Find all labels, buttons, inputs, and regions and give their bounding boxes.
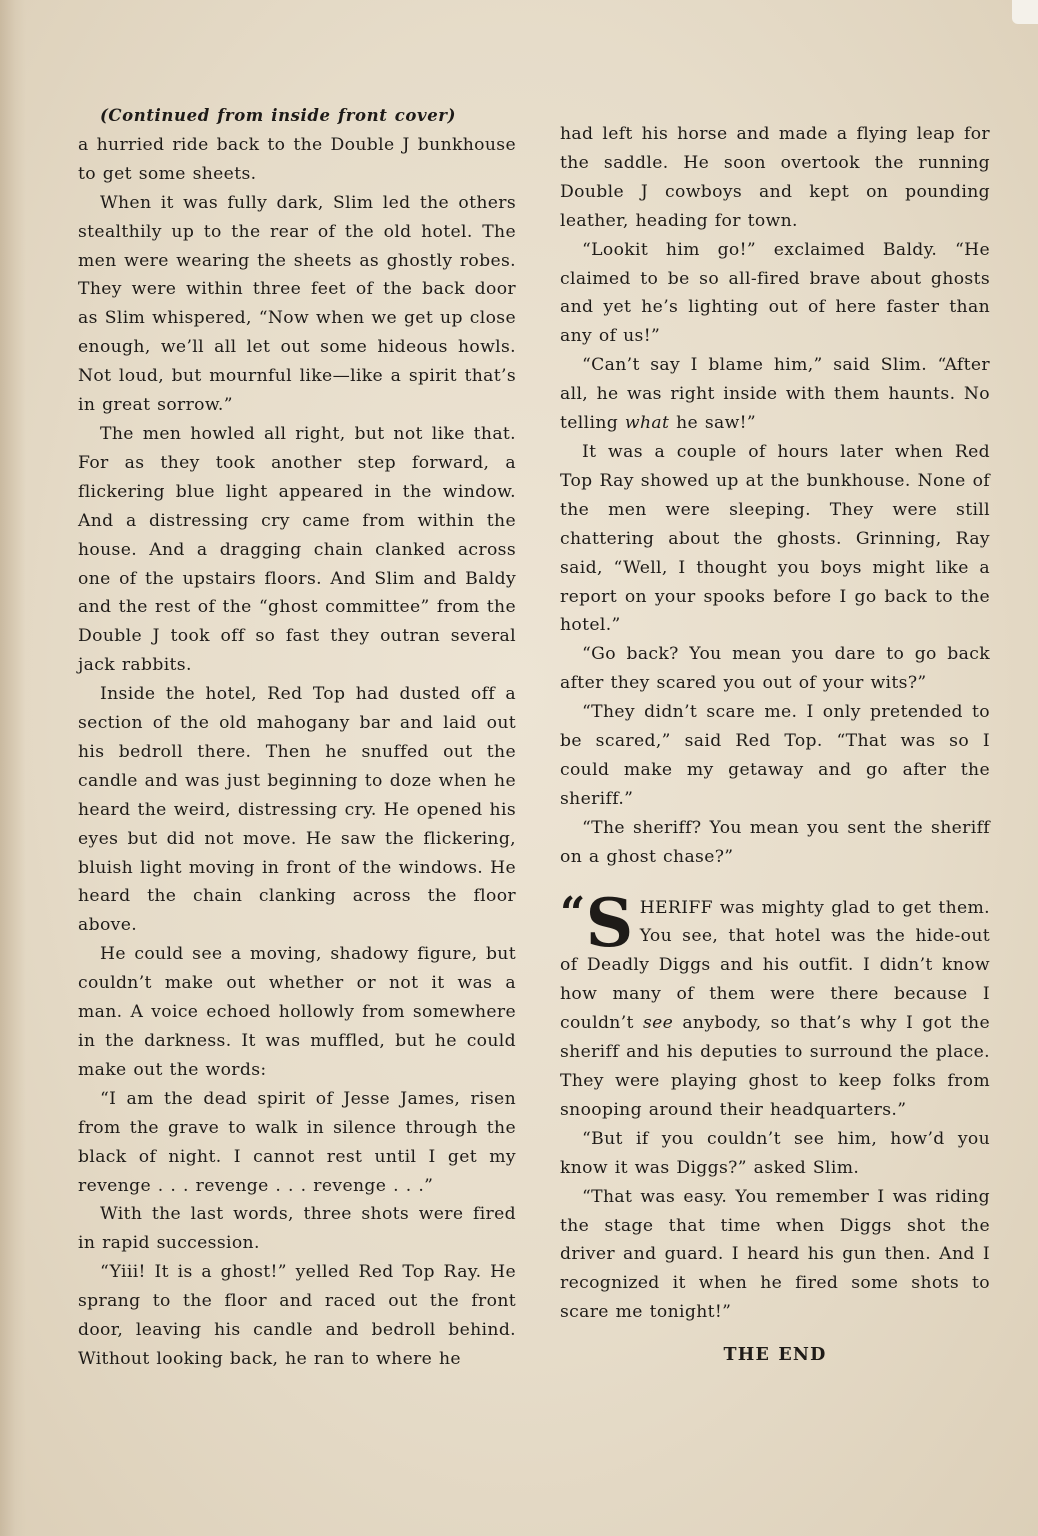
continued-note: (Continued from inside front cover) [100, 106, 456, 125]
paragraph: “The sheriff? You mean you sent the sheriff on a ghost chase?” [560, 817, 990, 867]
emphasis: what [624, 413, 670, 434]
torn-corner [1012, 0, 1038, 24]
left-column [78, 102, 516, 1374]
opening-quote-mark: “ [560, 887, 586, 939]
paragraph [560, 351, 990, 438]
paragraph: a hurried ride back to the Double J bunkhouse to get some sheets. [78, 134, 516, 184]
paragraph: “They didn’t scare me. I only pretended to be scared,” said Red Top. “That was so I could make my getaway and go after the sheriff.” [560, 702, 990, 809]
paragraph: “I am the dead spirit of Jesse James, risen from the grave to walk in silence through the black of night. I cannot rest until I get my revenge . . . revenge . . . revenge . . .” [78, 1088, 516, 1196]
paragraph: “Go back? You mean you dare to go back after they scared you out of your wits?” [560, 644, 990, 694]
paragraph: “But if you couldn’t see him, how’d you know it was Diggs?” asked Slim. [560, 1128, 990, 1178]
page-spine-shadow [0, 0, 26, 1536]
text-run: “Can’t say I blame him,” said Slim. “After all, he was right inside with them haunts. No telling [560, 355, 990, 434]
paragraph: “That was easy. You remember I was riding the stage that time when Diggs shot the driver and guard. I heard his gun then. And I recognized it when he fired some shots to scare me tonight!” [560, 1186, 990, 1323]
text-run: he saw!” [669, 413, 757, 434]
paragraph: had left his horse and made a flying leap for the saddle. He soon overtook the running Double J cowboys and kept on pounding leather, heading for town. [560, 124, 990, 231]
paragraph: He could see a moving, shadowy figure, but couldn’t make out whether or not it was a man. A voice echoed hollowly from somewhere in the darkness. It was muffled, but he could make out the words: [78, 944, 516, 1080]
the-end-label: THE END [723, 1345, 827, 1366]
paragraph: The men howled all right, but not like that. For as they took another step forward, a flickering blue light appeared in the window. And a distressing cry came from within the house. And a dragging chain clanked across one of the upstairs floors. And Slim and Baldy and the rest of the “ghost committee” from the Double J took off so fast they outran several jack rabbits. [78, 423, 516, 676]
dropcap-paragraph [560, 883, 990, 1125]
paragraph: Inside the hotel, Red Top had dusted off a section of the old mahogany bar and laid out his bedroll there. Then he snuffed out the candle and was just beginning to doze when he heard the weird, distressing cry. He opened his eyes but did not move. He saw the flickering, bluish light moving in front of the windows. He heard the chain clanking across the floor above. [78, 684, 516, 936]
paragraph: “Yiii! It is a ghost!” yelled Red Top Ray. He sprang to the floor and raced out the front door, leaving his candle and bedroll behind. Without looking back, he ran to where he [78, 1262, 516, 1369]
drop-cap: S [585, 883, 634, 962]
paragraph: With the last words, three shots were fired in rapid succession. [78, 1204, 516, 1254]
right-column [560, 120, 990, 1370]
text-run: anybody, so that’s why I got the sheriff and his deputies to surround the place. They were playing ghost to keep folks from snooping around their headquarters.” [560, 1013, 990, 1120]
paragraph: When it was fully dark, Slim led the others stealthily up to the rear of the old hotel. The men were wearing the sheets as ghostly robes. They were within three feet of the back door as Slim whispered, “Now when we get up close enough, we’ll all let out some hideous howls. Not loud, but mournful like—like a spirit that’s in great sorrow.” [78, 192, 516, 416]
paragraph: It was a couple of hours later when Red Top Ray showed up at the bunkhouse. None of the men were sleeping. They were still chattering about the ghosts. Grinning, Ray said, “Well, I thought you boys might like a report on your spooks before I go back to the hotel.” [560, 441, 990, 636]
text-run: HERIFF was mighty glad to get them. You see, that hotel was the hide-out of Deadly Diggs and his outfit. I didn’t know how many of them were there because I couldn’t [560, 897, 990, 1034]
paragraph: “Lookit him go!” exclaimed Baldy. “He claimed to be so all-fired brave about ghosts and yet he’s lighting out of here faster than any of us!” [560, 239, 990, 347]
emphasis: see [642, 1013, 674, 1034]
